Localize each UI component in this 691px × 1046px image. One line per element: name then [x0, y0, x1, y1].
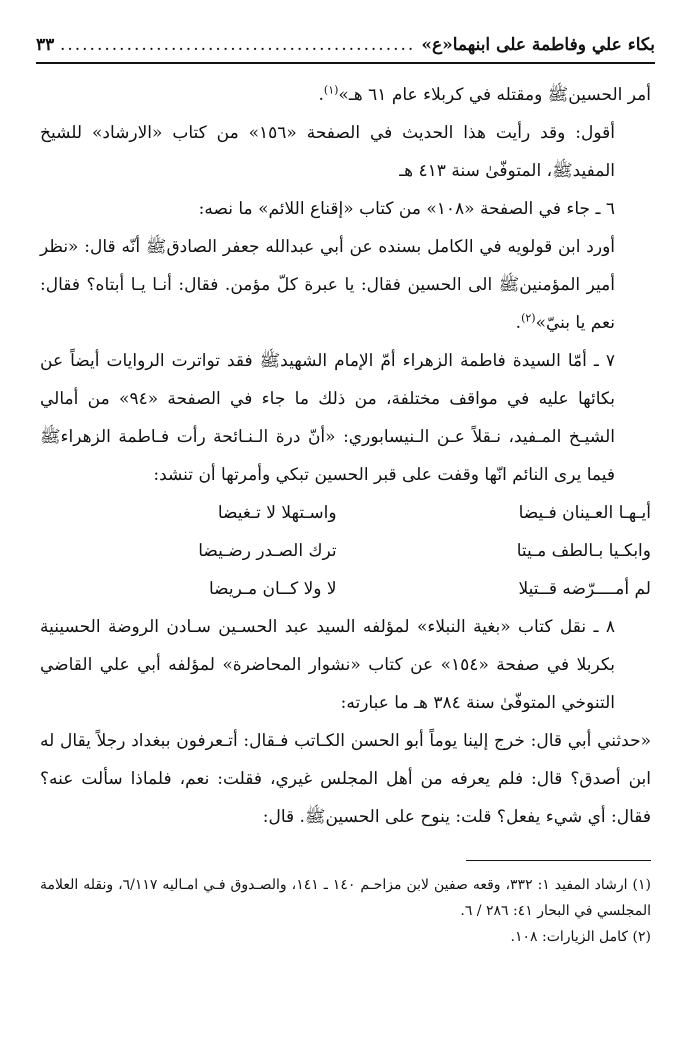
- paragraph-1-text: أمر الحسين‌ﷺ ومقتله في كربلاء عام ٦١ هـ»: [338, 85, 651, 105]
- header-dots: ................................................: [60, 35, 416, 55]
- footnote-2: (٢) كامل الزيارات: ١٠٨.: [510, 929, 651, 945]
- poem-verse: [40, 570, 651, 608]
- paragraph-5: ٧ ـ أمّا السيدة فاطمة الزهراء أمّ الإمام الشهيد‌ﷺ فقد تواترت الروايات أيضاً عن بكائها عليه في مواقف مختلفة، من ذلك ما جاء في الصفحة «٩٤» من أمالي الشيـخ المـفيد، نـقلاً عـن الـنيسابوري: «أنّ درة الـنـائحة رأت فـاطمة الزهراء‌ﷺ فيما يرى النائم انّها وقفت على قبر الحسين تبكي وأمرتها أن تنشد:: [40, 351, 615, 485]
- poem-verse: [40, 494, 651, 532]
- paragraph-3: ٦ ـ جاء في الصفحة «١٠٨» من كتاب «إقناع اللائم» ما نصه:: [198, 199, 615, 219]
- running-header: [36, 30, 655, 60]
- page-number: ٣٣: [36, 35, 55, 55]
- footnote-ref-2: (٢): [521, 311, 536, 325]
- poem-hemistich-left: واسـتهلا لا تـغيضا: [217, 503, 337, 523]
- poem-hemistich-right: لم أمــــرّضه قــتيلا: [518, 579, 651, 599]
- header-title: بكاء علي وفاطمة على ابنهما«ع»: [421, 35, 655, 55]
- poem: [40, 494, 651, 608]
- paragraph-7: «حدثني أبي قال: خرج إلينا يوماً أبو الحسن الكـاتب فـقال: أتـعرفون ببغداد رجلاً يقال له ابن أصدق؟ قال: فلم يعرفه من أهل المجلس غيري، فقلت: نعم، فلماذا سألت عنه؟ فقال: أي شيء يفعل؟ قلت: ينوح على الحسين‌ﷺ. قال:: [40, 731, 651, 827]
- poem-hemistich-left: لا ولا كــان مـريضا: [208, 579, 337, 599]
- poem-verse: [40, 532, 651, 570]
- paragraph-4-text: أورد ابن قولويه في الكامل بسنده عن أبي عبدالله جعفر الصادق‌ﷺ أنّه قال: «نظر أمير المؤمنين‌ﷺ الى الحسين فقال: يا عبرة كلّ مؤمن. فقال: أنـا يـا أبتاه؟ فقال: نعم يا بنيّ»: [40, 237, 615, 333]
- main-text: [40, 76, 651, 836]
- poem-hemistich-right: وابكـيا بـالطف مـيتا: [516, 541, 651, 561]
- poem-hemistich-left: ترك الصـدر رضـيضا: [198, 541, 337, 561]
- footnotes: [40, 872, 651, 950]
- poem-hemistich-right: أيـهـا العـينان فـيضا: [518, 503, 651, 523]
- header-rule: [36, 62, 655, 64]
- footnote-ref-1: (١): [323, 83, 339, 97]
- paragraph-1: أمر الحسين‌ﷺ ومقتله في كربلاء عام ٦١ هـ»$^{(١)}$.: [318, 83, 651, 105]
- paragraph-2: أقول: وقد رأيت هذا الحديث في الصفحة «١٥٦» من كتاب «الارشاد» للشيخ المفيد‌ﷺ، المتوفّىٰ سنة ٤١٣ هـ: [40, 123, 615, 181]
- footnote-separator: [466, 860, 651, 861]
- footnote-1: (١) ارشاد المفيد ١: ٣٣٢، وقعه صفين لابن مزاحـم ١٤٠ ـ ١٤١، والصـدوق فـي امـاليه ٦/١١٧، ونقله العلامة المجلسي في البحار ٤١: ٢٨٦ / ٦.: [40, 877, 651, 919]
- paragraph-4: أورد ابن قولويه في الكامل بسنده عن أبي عبدالله جعفر الصادق‌ﷺ أنّه قال: «نظر أمير المؤمنين‌ﷺ الى الحسين فقال: يا عبرة كلّ مؤمن. فقال: أنـا يـا أبتاه؟ فقال: نعم يا بنيّ»$^{(٢)}$.: [40, 237, 615, 333]
- paragraph-6: ٨ ـ نقل كتاب «بغية النبلاء» لمؤلفه السيد عبد الحسـين سـادن الروضة الحسينية بكربلا في صفحة «١٥٤» عن كتاب «نشوار المحاضرة» لمؤلفه أبي علي القاضي التنوخي المتوفّىٰ سنة ٣٨٤ هـ ما عبارته:: [40, 617, 615, 713]
